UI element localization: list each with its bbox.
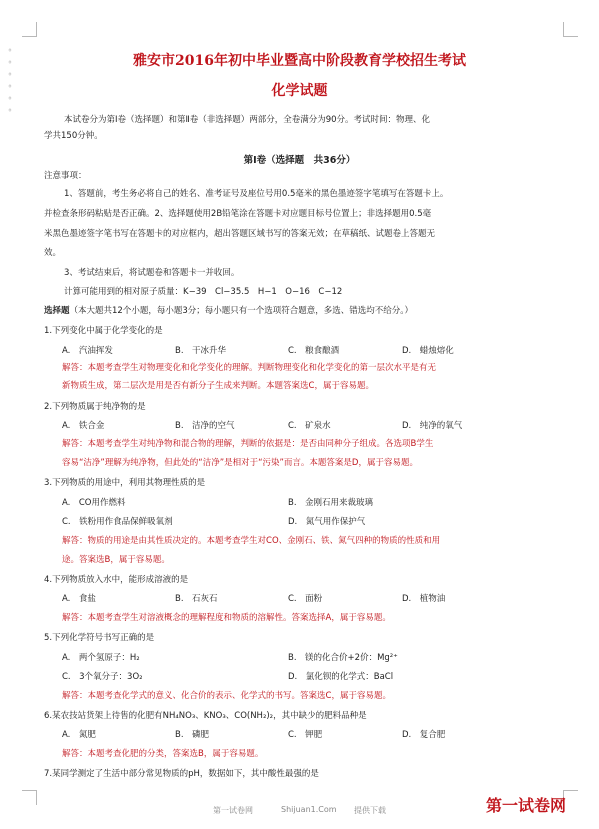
question-2-explanation-1: 解答：本题考查学生对纯净物和混合物的理解，判断的依据是：是否由同种分子组成。各选项B学生	[62, 439, 434, 449]
question-5-option-a: A. 两个氢原子：H₂	[62, 653, 140, 663]
question-6-stem: 6.某农技站货架上待售的化肥有NH₄NO₃、KNO₃、CO(NH₂)₂，其中缺少的肥料品种是	[44, 711, 367, 721]
question-1-explanation-2: 新物质生成，第二层次是用是否有新分子生成来判断。本题答案选C，属于容易题。	[62, 381, 374, 391]
question-3-stem: 3.下列物质的用途中，利用其物理性质的是	[44, 478, 206, 488]
question-2-stem: 2.下列物质属于纯净物的是	[44, 402, 146, 412]
part1-heading: 第Ⅰ卷（选择题 共36分）	[243, 155, 356, 166]
exam-title: 雅安市2016年初中毕业暨高中阶段教育学校招生考试	[133, 53, 466, 69]
question-1-option-b: B. 干冰升华	[175, 346, 227, 356]
question-4-stem: 4.下列物质放入水中，能形成溶液的是	[44, 575, 189, 585]
crop-mark-top-left	[22, 22, 37, 37]
crop-mark-bottom-left	[22, 790, 37, 805]
question-1-option-d: D. 蜡烛熔化	[402, 346, 454, 356]
notice-1c: 米黑色墨迹签字笔书写在答题卡的对应框内，超出答题区域书写的答案无效；在草稿纸、试题卷上答题无	[44, 229, 436, 239]
question-6-option-a: A. 氮肥	[62, 730, 96, 740]
binding-holes: ◦ ◦ ◦ ◦ ◦ ◦	[7, 46, 13, 115]
question-1-option-a: A. 汽油挥发	[62, 346, 113, 356]
question-6-option-c: C. 钾肥	[288, 730, 323, 740]
question-2-option-c: C. 矿泉水	[288, 421, 331, 431]
choice-section-label: 选择题	[44, 306, 70, 316]
question-1-stem: 1.下列变化中属于化学变化的是	[44, 326, 163, 336]
footer-download-text: 提供下载	[354, 806, 386, 815]
exam-subtitle: 化学试题	[271, 83, 328, 99]
atomic-mass-line: 计算可能用到的相对原子质量：K−39 Cl−35.5 H−1 O−16 C−12	[64, 287, 343, 297]
question-7-stem: 7.某同学测定了生活中部分常见物质的pH，数据如下，其中酸性最强的是	[44, 769, 319, 779]
question-3-option-b: B. 金刚石用来裁玻璃	[288, 498, 374, 508]
question-1-option-c: C. 粮食酿酒	[288, 346, 340, 356]
question-5-option-d: D. 氯化钡的化学式：BaCl	[288, 672, 394, 682]
question-3-explanation-2: 途。答案选B，属于容易题。	[62, 555, 170, 565]
question-4-option-d: D. 植物油	[402, 594, 446, 604]
choice-section-desc: （本大题共12个小题，每小题3分；每小题只有一个选项符合题意，多选、错选均不给分。）	[69, 306, 413, 316]
question-1-explanation-1: 解答：本题考查学生对物理变化和化学变化的理解。判断物理变化和化学变化的第一层次水平是有无	[62, 363, 437, 373]
question-2-option-a: A. 铁合金	[62, 421, 105, 431]
intro-line-2: 学共150分钟。	[44, 131, 103, 141]
notice-1d: 效。	[44, 248, 62, 258]
question-6-option-d: D. 复合肥	[402, 730, 446, 740]
footer-site-url[interactable]: Shijuan1.Com	[281, 805, 337, 814]
notice-1a: 1、答题前，考生务必将自己的姓名、准考证号及座位号用0.5毫米的黑色墨迹签字笔填写在答题卡上。	[64, 189, 449, 199]
question-3-option-c: C. 铁粉用作食品保鲜吸氧剂	[62, 517, 173, 527]
question-5-stem: 5.下列化学符号书写正确的是	[44, 633, 155, 643]
question-5-option-c: C. 3个氧分子：3O₂	[62, 672, 143, 682]
notice-label: 注意事项：	[44, 171, 87, 181]
notice-3: 3、考试结束后，将试题卷和答题卡一并收回。	[64, 268, 240, 278]
question-2-option-b: B. 洁净的空气	[175, 421, 235, 431]
question-2-option-d: D. 纯净的氧气	[402, 421, 463, 431]
notice-1b: 并检查条形码粘贴是否正确。2、选择题使用2B铅笔涂在答题卡对应题目标号位置上；非选择题用0.5毫	[44, 209, 432, 219]
choice-section-line	[44, 305, 578, 318]
question-4-explanation-1: 解答：本题考查学生对溶液概念的理解程度和物质的溶解性。答案选择A，属于容易题。	[62, 613, 391, 623]
question-2-explanation-2: 容易“洁净”理解为纯净物，但此处的“洁净”是相对于“污染”而言。本题答案是D，属于容易题。	[62, 458, 418, 468]
intro-line-1: 本试卷分为第Ⅰ卷（选择题）和第Ⅱ卷（非选择题）两部分，全卷满分为90分。考试时间：物理、化	[64, 115, 431, 125]
question-3-explanation-1: 解答：物质的用途是由其性质决定的。本题考查学生对CO、金刚石、铁、氮气四种的物质的性质和用	[62, 536, 441, 546]
question-6-option-b: B. 磷肥	[175, 730, 210, 740]
brand-logo-text: 第一试卷网	[486, 796, 567, 815]
question-3-option-a: A. CO用作燃料	[62, 498, 126, 508]
question-5-explanation-1: 解答：本题考查化学式的意义、化合价的表示、化学式的书写。答案选C，属于容易题。	[62, 691, 391, 701]
question-4-option-c: C. 面粉	[288, 594, 323, 604]
question-6-explanation-1: 解答：本题考查化肥的分类，答案选B，属于容易题。	[62, 749, 264, 759]
crop-mark-top-right	[563, 22, 578, 37]
question-4-option-b: B. 石灰石	[175, 594, 218, 604]
question-3-option-d: D. 氮气用作保护气	[288, 517, 366, 527]
footer-site-name: 第一试卷网	[213, 806, 253, 815]
question-5-option-b: B. 镁的化合价+2价：Mg²⁺	[288, 653, 398, 663]
question-4-option-a: A. 食盐	[62, 594, 96, 604]
